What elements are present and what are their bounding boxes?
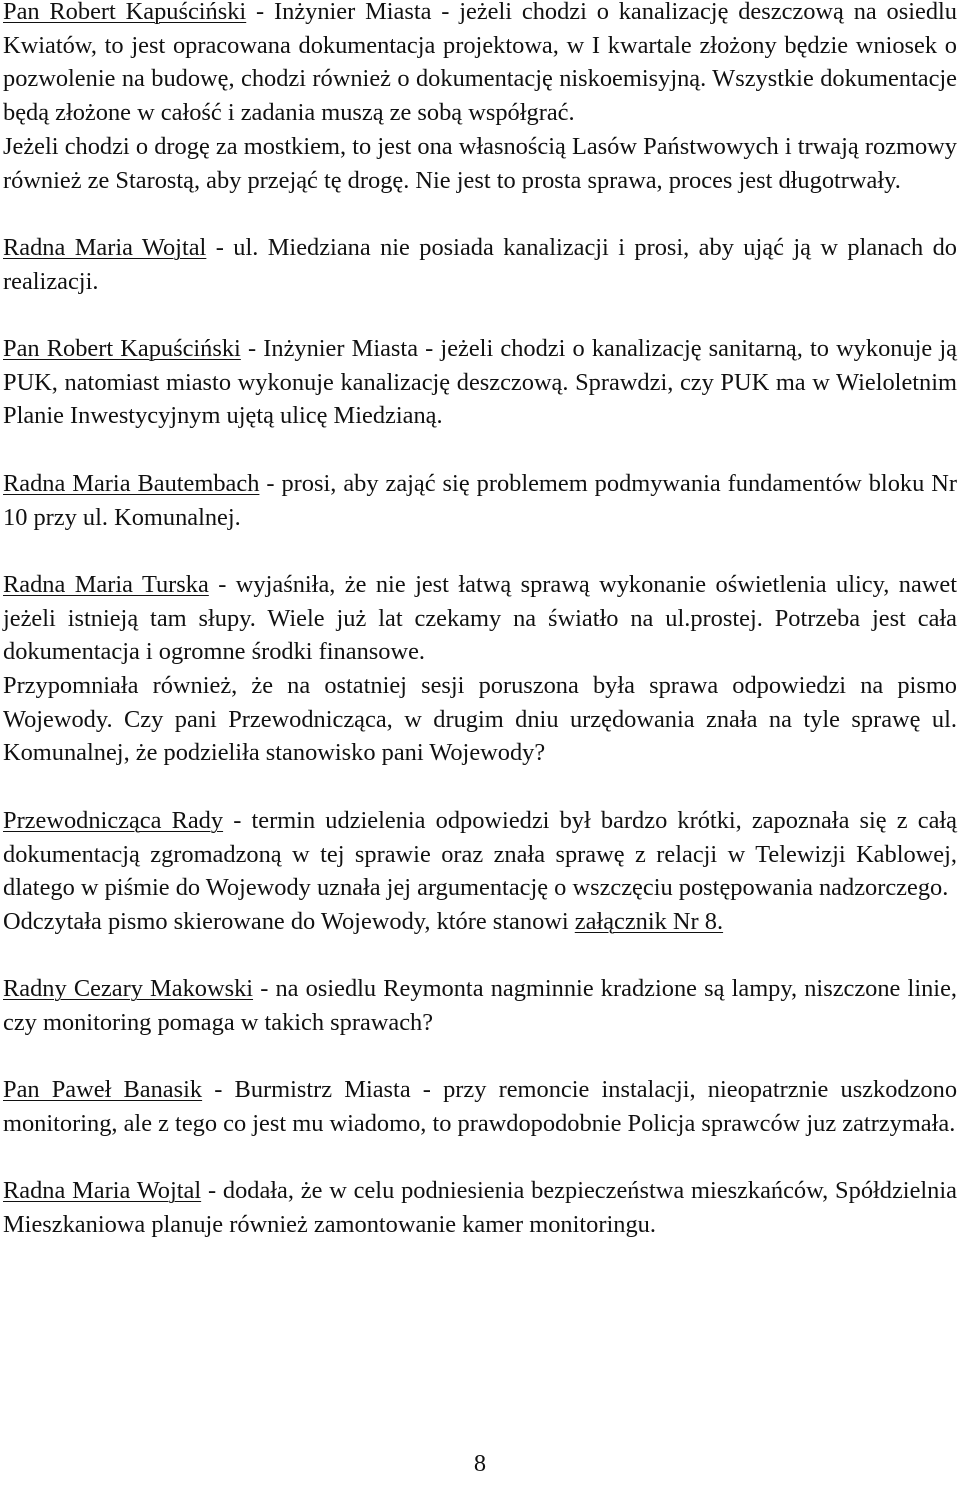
speaker-name: Radna Maria Wojtal [3,233,207,261]
paragraph-text: - prosi, aby zająć się problemem podmywania fundamentów bloku Nr 10 przy ul. Komunalnej. [3,469,957,531]
paragraph-text: - termin udzielenia odpowiedzi był bardzo krótki, zapoznała się z całą dokumentacją zgromadzoną w tej sprawie oraz znała sprawę z relacji w Telewizji Kablowej, dlatego w piśmie do Wojewody uznała jej argumentację o wszczęciu postępowania nadzorczego. [3,806,957,902]
paragraph-text: - na osiedlu Reymonta nagminnie kradzione są lampy, niszczone linie, czy monitoring pomaga w takich sprawach? [3,975,957,1036]
speaker-name: Radna Maria Bautembach [3,469,260,497]
paragraph-text: - Inżynier Miasta - jeżeli chodzi o kanalizację deszczową na osiedlu Kwiatów, to jest opracowana dokumentacja projektowa, w I kwartale złożony będzie wniosek o pozwolenie na budowę, chodzi również o dokumentację niskoemisyjną. Wszystkie dokumentacje będą złożone w całość i zadania muszą ze sobą współgrać. [3,0,957,127]
paragraph-text: Odczytała pismo skierowane do Wojewody, które stanowi [3,907,575,935]
paragraph-text: Przypomniała również, że na ostatniej sesji poruszona była sprawa odpowiedzi na pismo Wojewody. Czy pani Przewodnicząca, w drugim dniu urzędowania znała na tyle sprawę ul. Komunalnej, że podzieliła stanowisko pani Wojewody? [3,672,957,767]
paragraph-banasik [3,1073,957,1140]
speaker-name: Przewodnicząca Rady [3,806,224,834]
paragraph-continuation [3,130,957,197]
paragraph-text: - dodała, że w celu podniesienia bezpieczeństwa mieszkańców, Spółdzielnia Mieszkaniowa planuje również zamontowanie kamer monitoringu. [3,1177,957,1239]
document-page [3,0,957,1242]
speaker-name: Pan Paweł Banasik [3,1076,203,1104]
paragraph-continuation [3,669,957,770]
paragraph-wojtal-2 [3,1174,957,1241]
speaker-name: Pan Robert Kapuściński [3,335,241,362]
speaker-name: Radny Cezary Makowski [3,975,254,1003]
paragraph-text: - ul. Miedziana nie posiada kanalizacji i prosi, aby ująć ją w planach do realizacji. [3,233,957,295]
paragraph-text: - Burmistrz Miasta - przy remoncie instalacji, nieopatrznie uszkodzono monitoring, ale z tego co jest mu wiadomo, to prawdopodobnie Policja sprawców juz zatrzymała. [3,1076,958,1138]
paragraph-makowski [3,972,957,1039]
paragraph-text: - wyjaśniła, że nie jest łatwą sprawą wykonanie oświetlenia ulicy, nawet jeżeli istnieją tam słupy. Wiele już lat czekamy na światło na ul.prostej. Potrzeba jest cała dokumentacja i ogromne środki finansowe. [3,570,957,666]
paragraph-text: - Inżynier Miasta - jeżeli chodzi o kanalizację sanitarną, to wykonuje ją PUK, natomiast miasto wykonuje kanalizację deszczową. Sprawdzi, czy PUK ma w Wieloletnim Planie Inwestycyjnym ujętą ulicę Miedzianą. [3,335,958,430]
speaker-name: Pan Robert Kapuściński [3,0,247,25]
speaker-name: Radna Maria Wojtal [3,1177,202,1205]
page-number: 8 [473,1450,487,1477]
paragraph-bautembach [3,467,957,534]
paragraph-przewodniczaca [3,804,957,905]
attachment-reference: załącznik Nr 8. [574,907,724,935]
speaker-name: Radna Maria Turska [3,570,209,598]
paragraph-turska [3,568,957,669]
paragraph-text: Jeżeli chodzi o drogę za mostkiem, to jest ona własnością Lasów Państwowych i trwają rozmowy również ze Starostą, aby przejąć tę drogę. Nie jest to prosta sprawa, proces jest długotrwały. [3,132,957,194]
paragraph-wojtal-1 [3,231,957,298]
paragraph-continuation [3,905,957,939]
paragraph-kapuscinski-1 [3,0,957,130]
paragraph-kapuscinski-2 [3,332,957,433]
